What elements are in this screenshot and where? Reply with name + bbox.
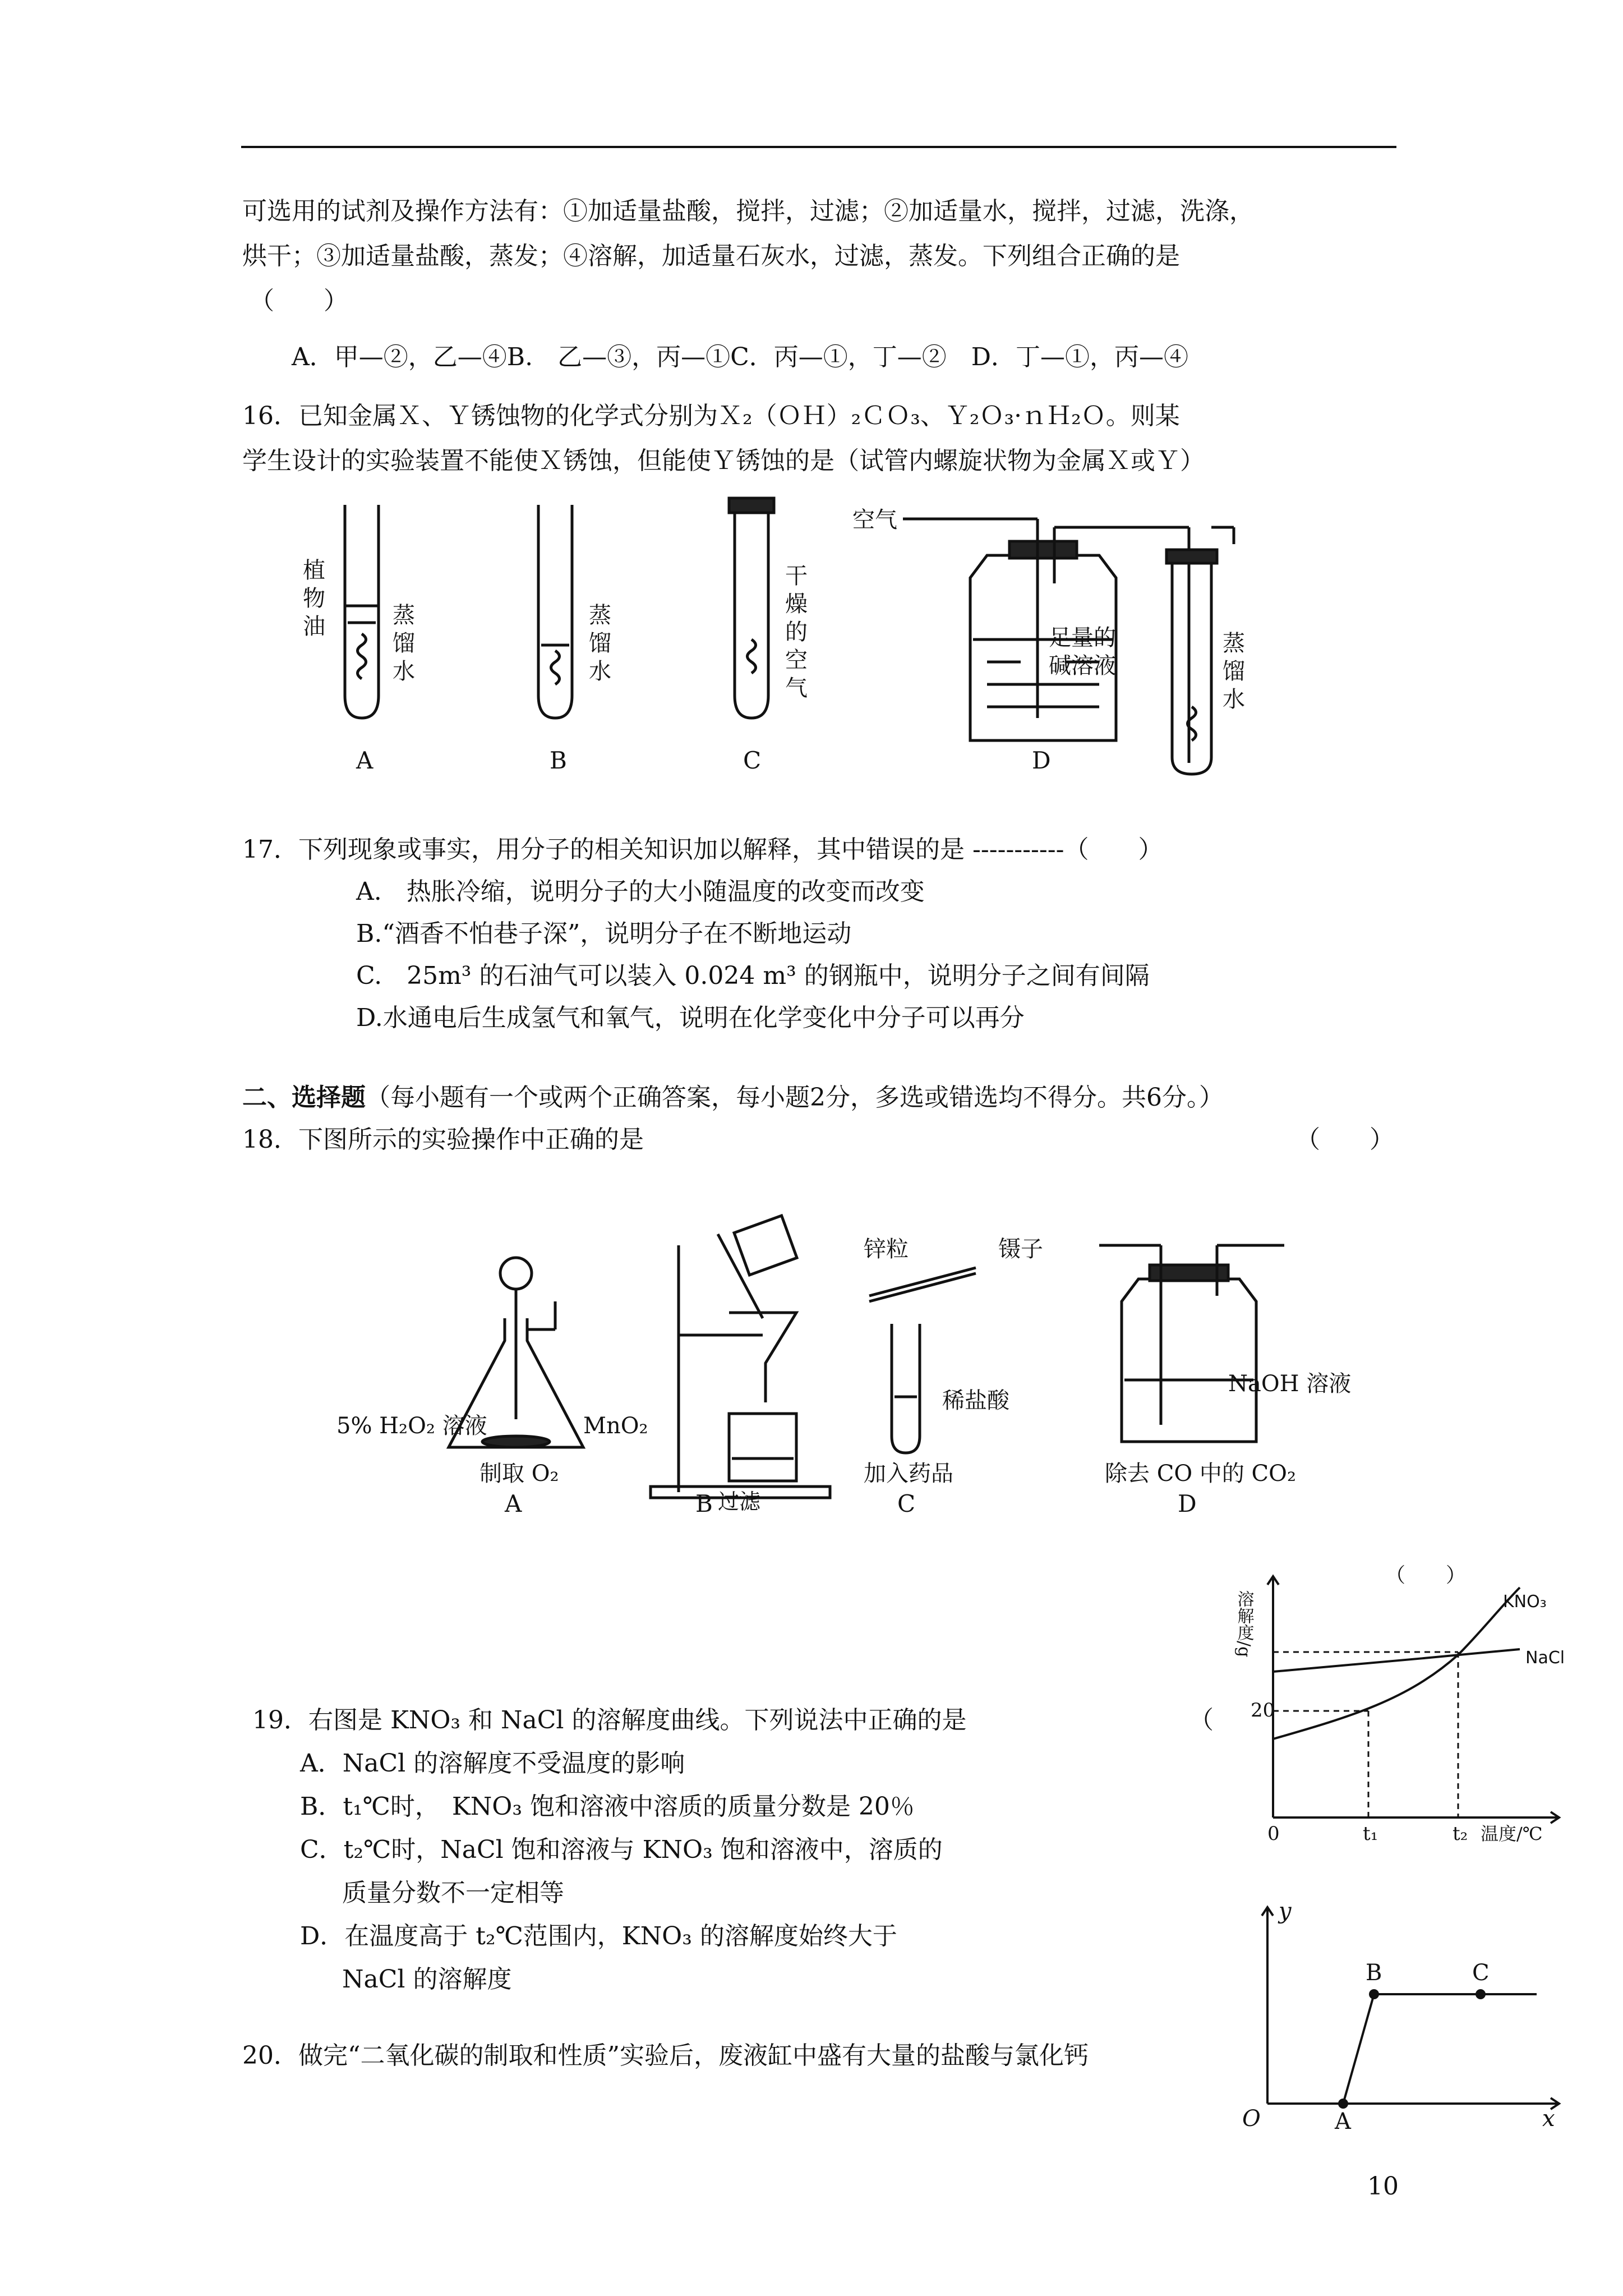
beaker-b — [729, 1414, 796, 1481]
metal-coil-c — [748, 639, 756, 673]
point-label-c: C — [1472, 1960, 1490, 1986]
figure-label-d: D — [1178, 1490, 1197, 1517]
label-vegetable-oil-2: 物 — [303, 586, 325, 611]
label-dry-air-4: 空 — [785, 647, 808, 673]
point-label-a: A — [1335, 2109, 1351, 2132]
figure-label-b: B — [695, 1490, 713, 1517]
q20-stem: 20．做完“二氧化碳的制取和性质”实验后，废液缸中盛有大量的盐酸与氯化钙 — [242, 2041, 1089, 2070]
stopper-d2 — [1166, 550, 1217, 563]
label-dilute-hcl: 稀盐酸 — [942, 1388, 1009, 1414]
funnel-bulb-a — [500, 1258, 532, 1289]
q17-stem: 17．下列现象或事实，用分子的相关知识加以解释，其中错误的是 -----------（ ） — [242, 835, 1163, 864]
figure-label-b: B — [550, 747, 567, 774]
chart-top-paren: （ ） — [1385, 1564, 1467, 1587]
filter-funnel-b — [729, 1313, 796, 1402]
label-distilled-a1: 蒸 — [393, 602, 415, 628]
tube-c — [735, 510, 768, 718]
stopper-c — [729, 498, 774, 513]
legend-nacl: NaCl — [1525, 1648, 1565, 1668]
label-alkali-2: 碱溶液 — [1049, 653, 1116, 679]
q17-option-b: B.“酒香不怕巷子深”，说明分子在不断地运动 — [356, 919, 852, 948]
label-distilled-b1: 蒸 — [589, 602, 611, 628]
q19-stem: 19．右图是 KNO₃ 和 NaCl 的溶解度曲线。下列说法中正确的是 — [252, 1706, 967, 1734]
label-distilled-d1: 蒸 — [1223, 631, 1245, 656]
kno3-curve — [1273, 1588, 1520, 1739]
label-dry-air-2: 燥 — [785, 591, 808, 617]
figure-label-c: C — [897, 1490, 916, 1517]
solubility-curve-chart — [1223, 1554, 1570, 1846]
stopper-d1 — [1009, 541, 1077, 558]
q19-option-a: A．NaCl 的溶解度不受温度的影响 — [300, 1749, 685, 1778]
label-dry-air-1: 干 — [785, 563, 808, 589]
caption-a: 制取 O₂ — [479, 1461, 559, 1487]
q17-option-a: A. 热胀冷缩，说明分子的大小随温度的改变而改变 — [356, 877, 925, 906]
section2-title: 二、选择题 — [242, 1083, 366, 1112]
figure-label-a: A — [505, 1490, 522, 1517]
label-dry-air-5: 气 — [785, 675, 808, 701]
caption-d: 除去 CO 中的 CO₂ — [1105, 1461, 1296, 1487]
y-axis-label: y — [1279, 1898, 1292, 1924]
legend-kno3: KNO₃ — [1503, 1592, 1547, 1612]
q15-answer-paren: （ ） — [250, 287, 348, 315]
point-c — [1476, 1989, 1486, 1999]
caption-c: 加入药品 — [864, 1461, 953, 1487]
q16-apparatus-figure — [292, 494, 1267, 785]
wash-bottle-d — [1122, 1279, 1256, 1442]
q15-line2: 烘干；③加适量盐酸，蒸发；④溶解，加适量石灰水，过滤，蒸发。下列组合正确的是 — [242, 242, 1180, 270]
tube-a — [345, 505, 379, 718]
label-distilled-a3: 水 — [393, 659, 415, 684]
label-alkali-1: 足量的 — [1049, 625, 1116, 651]
point-label-b: B — [1366, 1960, 1382, 1986]
section2-note: （每小题有一个或两个正确答案，每小题2分，多选或错选均不得分。共6分。） — [366, 1083, 1224, 1112]
label-air-d: 空气 — [852, 507, 897, 533]
figure-label-c: C — [743, 747, 762, 774]
label-naoh: NaOH 溶液 — [1228, 1371, 1352, 1397]
origin-label: O — [1242, 2106, 1261, 2132]
label-distilled-b2: 馏 — [589, 631, 611, 656]
tweezers-c — [869, 1268, 976, 1296]
label-zinc: 锌粒 — [864, 1236, 909, 1262]
figure-label-d: D — [1032, 747, 1051, 774]
metal-coil-b — [551, 651, 560, 684]
test-tube-c — [892, 1324, 920, 1453]
label-tweezers: 镊子 — [998, 1236, 1043, 1262]
chart-x-tick-t1: t₁ — [1363, 1823, 1378, 1845]
chart-origin: 0 — [1267, 1823, 1280, 1845]
label-vegetable-oil-1: 植 — [303, 558, 325, 583]
q19-option-d-line2: NaCl 的溶解度 — [342, 1965, 512, 1994]
point-a — [1338, 2099, 1348, 2109]
pouring-beaker-b — [734, 1216, 797, 1275]
chart-x-tick-t2: t₂ — [1453, 1823, 1468, 1845]
figure-label-a: A — [356, 747, 374, 774]
q19-paren: （ — [1189, 1706, 1214, 1734]
q18-lab-operations-figure — [336, 1212, 1368, 1526]
chart-y-label: 溶解度/g — [1234, 1590, 1254, 1658]
q18-stem: 18．下图所示的实验操作中正确的是 — [242, 1125, 644, 1154]
q16-line2: 学生设计的实验装置不能使Ｘ锈蚀，但能使Ｙ锈蚀的是（试管内螺旋状物为金属Ｘ或Ｙ） — [242, 447, 1205, 475]
caption-b: 过滤 — [718, 1489, 761, 1514]
q19-option-d-line1: D．在温度高于 t₂℃范围内，KNO₃ 的溶解度始终大于 — [300, 1922, 897, 1950]
q18-paren: （ ） — [1295, 1125, 1394, 1154]
chart-y-tick-20: 20 — [1251, 1699, 1275, 1722]
header-rule — [241, 146, 1396, 148]
label-h2o2: 5% H₂O₂ 溶液 — [336, 1413, 487, 1439]
q15-line1: 可选用的试剂及操作方法有：①加适量盐酸，搅拌，过滤；②加适量水，搅拌，过滤，洗涤， — [242, 197, 1254, 226]
q19-option-c-line2: 质量分数不一定相等 — [342, 1879, 564, 1907]
graph-line — [1343, 1994, 1537, 2104]
x-axis-label: x — [1542, 2106, 1555, 2132]
tube-d — [1172, 561, 1211, 774]
label-distilled-d2: 馏 — [1223, 659, 1245, 684]
xy-line-graph — [1223, 1896, 1570, 2132]
label-distilled-a2: 馏 — [393, 631, 415, 656]
label-distilled-d3: 水 — [1223, 687, 1245, 712]
q17-option-c: C. 25m³ 的石油气可以装入 0.024 m³ 的钢瓶中，说明分子之间有间隔 — [356, 961, 1150, 990]
point-b — [1369, 1989, 1379, 1999]
tube-b — [538, 505, 572, 718]
metal-coil-a — [358, 634, 366, 679]
label-mno2: MnO₂ — [583, 1413, 648, 1439]
label-dry-air-3: 的 — [785, 619, 808, 645]
q17-option-d: D.水通电后生成氢气和氧气，说明在化学变化中分子可以再分 — [356, 1004, 1025, 1032]
section2-heading — [242, 1077, 1224, 1119]
page-number: 10 — [1367, 2172, 1399, 2201]
q19-option-b: B．t₁℃时， KNO₃ 饱和溶液中溶质的质量分数是 20％ — [300, 1792, 915, 1821]
label-vegetable-oil-3: 油 — [303, 614, 325, 639]
q16-line1: 16．已知金属Ｘ、Ｙ锈蚀物的化学式分别为Ｘ₂（ＯＨ）₂ＣＯ₃、Ｙ₂Ｏ₃·ｎＨ₂Ｏ。则某 — [242, 402, 1180, 430]
chart-x-label: 温度/℃ — [1481, 1823, 1543, 1844]
q15-options: A．甲—②，乙—④B. 乙—③，丙—①C．丙—①，丁—② D．丁—①，丙—④ — [292, 343, 1189, 371]
label-distilled-b3: 水 — [589, 659, 611, 684]
q19-option-c-line1: C．t₂℃时，NaCl 饱和溶液与 KNO₃ 饱和溶液中，溶质的 — [300, 1835, 943, 1864]
